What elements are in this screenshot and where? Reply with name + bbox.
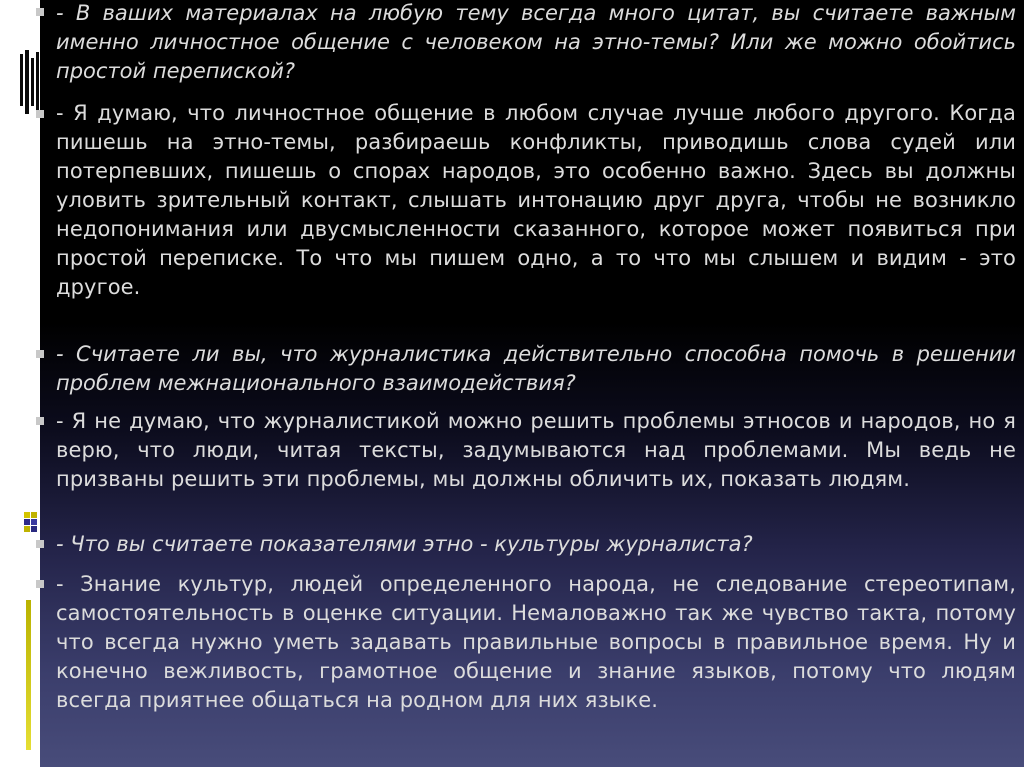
answer-paragraph-3	[56, 570, 1016, 715]
slide-content	[40, 0, 1024, 767]
answer-text: - Я думаю, что личностное общение в любом случае лучше любого другого. Когда пишешь на этно-темы, разбираешь конфликты, приводишь слова судей или потерпевших, пишешь о спорах народов, это особенно важно. Здесь вы должны уловить зрительный контакт, слышать интонацию друг друга, чтобы не возникло недопонимания или двусмысленности сказанного, которое может появиться при простой переписке. То что мы пишем одно, а то что мы слышем и видим - это другое.	[56, 101, 1016, 299]
question-paragraph-1	[56, 0, 1016, 86]
answer-paragraph-1	[56, 99, 1016, 302]
question-text: - Считаете ли вы, что журналистика действительно способна помочь в решении проблем межнационального взаимодействия?	[56, 342, 1016, 395]
accent-line-decoration	[26, 600, 31, 750]
bullet-icon	[36, 8, 44, 16]
bullet-icon	[36, 580, 44, 588]
bullet-icon	[36, 417, 44, 425]
question-paragraph-3	[56, 530, 1016, 559]
answer-text: - Знание культур, людей определенного народа, не следование стереотипам, самостоятельность в оценке ситуации. Немаловажно так же чувство такта, потому что всегда нужно уметь задавать правильные вопросы в правильное время. Ну и конечно вежливость, грамотное общение и знание языков, потому что людям всегда приятнее общаться на родном для них языке.	[56, 572, 1016, 712]
bullet-icon	[36, 110, 44, 118]
bullet-icon	[36, 350, 44, 358]
answer-paragraph-2	[56, 407, 1016, 494]
question-text: - В ваших материалах на любую тему всегда много цитат, вы считаете важным именно личностное общение с человеком на этно-темы? Или же можно обойтись простой перепиской?	[56, 1, 1016, 83]
bullet-icon	[36, 540, 44, 548]
question-paragraph-2	[56, 340, 1016, 398]
left-decoration-strip	[0, 0, 40, 767]
question-text: - Что вы считаете показателями этно - культуры журналиста?	[56, 532, 753, 556]
answer-text: - Я не думаю, что журналистикой можно решить проблемы этносов и народов, но я верю, что люди, читая тексты, задумываются над проблемами. Мы ведь не призваны решить эти проблемы, мы должны обличить их, показать людям.	[56, 409, 1016, 491]
